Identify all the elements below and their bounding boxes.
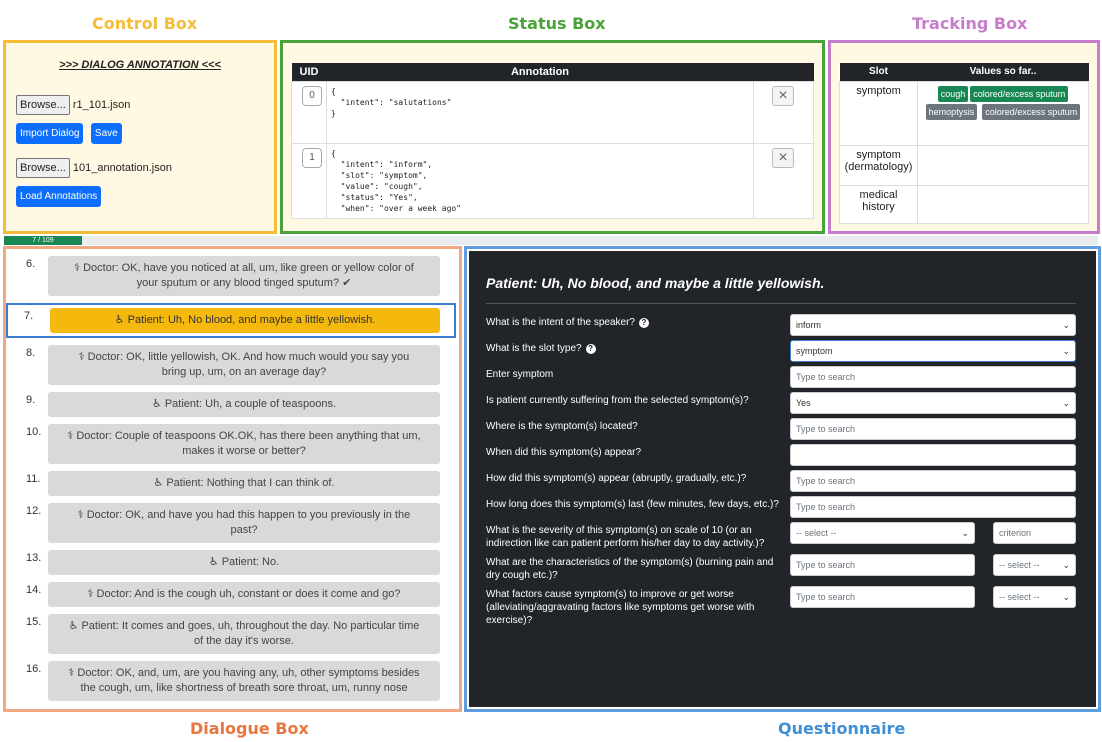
question-row xyxy=(486,554,1076,582)
question-label xyxy=(486,586,790,627)
annotation-header: Annotation xyxy=(327,63,754,81)
turn-number: 13. xyxy=(26,552,42,564)
question-row xyxy=(486,444,1076,466)
tracking-box-label: Tracking Box xyxy=(912,14,1028,33)
question-row xyxy=(486,522,1076,550)
value-tag: colored/excess sputum xyxy=(982,104,1080,120)
patient-utterance[interactable] xyxy=(48,614,440,654)
question-row xyxy=(486,586,1076,627)
question-row xyxy=(486,366,1076,388)
chevron-down-icon: ⌄ xyxy=(1062,592,1070,602)
text-input[interactable] xyxy=(790,586,975,608)
question-text: What is the intent of the speaker? xyxy=(486,317,635,328)
annotation-text[interactable]: { "intent": "salutations" } xyxy=(331,86,452,118)
progress-fill: 7 / 109 xyxy=(4,236,82,245)
field-placeholder: Type to search xyxy=(796,560,856,570)
utterance-text: Doctor: And is the cough uh, constant or does it come and go? xyxy=(96,588,401,600)
question-label xyxy=(486,470,790,485)
question-label xyxy=(486,496,790,511)
annotation-file-name: 101_annotation.json xyxy=(72,162,172,174)
dialogue-turn[interactable] xyxy=(6,424,459,464)
text-input[interactable] xyxy=(790,470,1076,492)
values-header: Values so far.. xyxy=(918,63,1089,81)
table-row xyxy=(292,81,814,143)
utterance-text: Doctor: OK, and, um, are you having any, uh, other symptoms besides the cough, um, like shortness of breath sore throat, um, runny nose xyxy=(77,667,420,694)
turn-number: 14. xyxy=(26,584,42,596)
field-placeholder: Type to search xyxy=(796,592,856,602)
question-row xyxy=(486,496,1076,518)
select-dropdown[interactable] xyxy=(790,522,975,544)
save-button[interactable]: Save xyxy=(91,123,122,144)
text-input[interactable] xyxy=(790,554,975,576)
control-box-label: Control Box xyxy=(92,14,198,33)
field-placeholder: Type to search xyxy=(796,424,856,434)
turn-number: 15. xyxy=(26,616,42,628)
turn-number: 8. xyxy=(26,347,36,359)
dialogue-box-label: Dialogue Box xyxy=(190,719,309,738)
question-label xyxy=(486,366,790,381)
turn-number: 7. xyxy=(24,310,34,322)
field-placeholder: criterion xyxy=(999,528,1032,538)
patient-utterance[interactable] xyxy=(48,550,440,575)
table-row xyxy=(840,145,1089,185)
doctor-icon: ⚕ xyxy=(78,351,85,363)
chevron-down-icon: ⌄ xyxy=(961,528,969,538)
question-text: Where is the symptom(s) located? xyxy=(486,421,638,432)
select-dropdown[interactable] xyxy=(790,314,1076,336)
uid-field[interactable]: 1 xyxy=(302,148,322,168)
value-tag: cough xyxy=(938,86,969,102)
slot-name: medical history xyxy=(840,185,918,223)
status-box-label: Status Box xyxy=(508,14,606,33)
question-label xyxy=(486,392,790,407)
current-utterance-title: Patient: Uh, No blood, and maybe a little yellowish. xyxy=(486,275,825,291)
doctor-utterance[interactable] xyxy=(48,424,440,464)
browse-dialog-button[interactable]: Browse... xyxy=(16,95,70,115)
patient-icon: ♿ xyxy=(153,477,164,489)
doctor-icon: ⚕ xyxy=(87,588,94,600)
dialogue-turn[interactable] xyxy=(6,661,459,701)
action-header xyxy=(754,63,814,81)
question-text: How long does this symptom(s) last (few minutes, few days, etc.)? xyxy=(486,499,779,510)
dialogue-turn[interactable] xyxy=(6,303,456,338)
doctor-utterance[interactable] xyxy=(48,582,440,607)
question-label xyxy=(486,314,790,329)
slot-name: symptom (dermatology) xyxy=(840,145,918,185)
dialogue-turn[interactable] xyxy=(6,582,459,607)
patient-utterance[interactable] xyxy=(50,308,440,333)
question-text: What factors cause symptom(s) to improve or get worse (alleviating/aggravating factors like symptoms get worse with exercise)? xyxy=(486,589,755,626)
field-placeholder: -- select -- xyxy=(796,528,837,538)
doctor-icon: ⚕ xyxy=(68,667,75,679)
turn-number: 11. xyxy=(26,473,41,485)
field-value: Yes xyxy=(796,398,811,408)
patient-utterance[interactable] xyxy=(48,471,440,496)
dialogue-turn[interactable] xyxy=(6,256,459,296)
select-dropdown[interactable] xyxy=(790,340,1076,362)
questionnaire-box xyxy=(464,246,1101,712)
turn-number: 6. xyxy=(26,258,36,270)
table-row xyxy=(840,185,1089,223)
utterance-text: Patient: Nothing that I can think of. xyxy=(166,477,335,489)
text-input[interactable] xyxy=(790,366,1076,388)
annotation-table xyxy=(291,63,814,219)
question-row xyxy=(486,392,1076,414)
dialogue-turn[interactable] xyxy=(6,503,459,543)
chevron-down-icon: ⌄ xyxy=(1062,398,1070,408)
utterance-text: Doctor: OK, have you noticed at all, um, like green or yellow color of your sputum or any blood tinged sputum? ✔ xyxy=(83,262,414,289)
question-text: When did this symptom(s) appear? xyxy=(486,447,642,458)
patient-icon: ♿ xyxy=(114,314,125,326)
question-text: Is patient currently suffering from the selected symptom(s)? xyxy=(486,395,749,406)
question-label xyxy=(486,444,790,459)
utterance-text: Patient: Uh, No blood, and maybe a little yellowish. xyxy=(127,314,376,326)
text-input[interactable] xyxy=(790,496,1076,518)
turn-number: 10. xyxy=(26,426,42,438)
doctor-utterance[interactable] xyxy=(48,661,440,701)
doctor-utterance[interactable] xyxy=(48,345,440,385)
divider xyxy=(486,303,1076,304)
doctor-icon: ⚕ xyxy=(77,509,84,521)
slot-name: symptom xyxy=(840,81,918,145)
doctor-icon: ⚕ xyxy=(67,430,74,442)
question-label xyxy=(486,554,790,582)
select-dropdown[interactable] xyxy=(993,554,1076,576)
utterance-text: Patient: No. xyxy=(221,556,280,568)
question-text: What is the severity of this symptom(s) on scale of 10 (or an indirection like can patient perform his/her day to day activity.)? xyxy=(486,525,765,549)
delete-icon[interactable]: × xyxy=(772,148,794,168)
help-icon[interactable]: ? xyxy=(586,344,596,354)
doctor-utterance[interactable] xyxy=(48,503,440,543)
slot-header: Slot xyxy=(840,63,918,81)
dialogue-turn[interactable] xyxy=(6,345,459,385)
turn-number: 12. xyxy=(26,505,42,517)
field-placeholder: -- select -- xyxy=(999,560,1040,570)
annotation-text[interactable]: { "intent": "inform", "slot": "symptom", "value": "cough", "status": "Yes", "when": "over a week ago" xyxy=(331,148,462,213)
patient-utterance[interactable] xyxy=(48,392,440,417)
chevron-down-icon: ⌄ xyxy=(1062,560,1070,570)
question-text: Enter symptom xyxy=(486,369,554,380)
status-box xyxy=(280,40,825,234)
patient-icon: ♿ xyxy=(208,556,219,568)
tracking-box xyxy=(828,40,1100,234)
patient-icon: ♿ xyxy=(151,398,162,410)
slot-tracking-table xyxy=(839,63,1089,224)
text-input[interactable] xyxy=(993,522,1076,544)
turn-number: 16. xyxy=(26,663,42,675)
dialog-file-name: r1_101.json xyxy=(72,99,131,111)
question-row xyxy=(486,470,1076,492)
dialogue-turn[interactable] xyxy=(6,614,459,654)
utterance-text: Patient: It comes and goes, uh, throughout the day. No particular time of the day it's worse. xyxy=(81,620,420,647)
question-label xyxy=(486,418,790,433)
delete-icon[interactable]: × xyxy=(772,86,794,106)
utterance-text: Doctor: OK, little yellowish, OK. And how much would you say you bring up, um, on an average day? xyxy=(87,351,410,378)
questionnaire-label: Questionnaire xyxy=(778,719,906,738)
utterance-text: Patient: Uh, a couple of teaspoons. xyxy=(164,398,337,410)
text-input[interactable] xyxy=(790,444,1076,466)
text-input[interactable] xyxy=(790,418,1076,440)
field-placeholder: -- select -- xyxy=(999,592,1040,602)
utterance-text: Doctor: OK, and have you had this happen to you previously in the past? xyxy=(86,509,411,536)
chevron-down-icon: ⌄ xyxy=(1062,346,1070,356)
patient-icon: ♿ xyxy=(68,620,79,632)
question-row xyxy=(486,418,1076,440)
dialog-annotation-title: >>> DIALOG ANNOTATION <<< xyxy=(59,59,221,71)
dialogue-turn[interactable] xyxy=(6,471,459,496)
doctor-utterance[interactable] xyxy=(48,256,440,296)
uid-field[interactable]: 0 xyxy=(302,86,322,106)
field-placeholder: Type to search xyxy=(796,476,856,486)
field-value: symptom xyxy=(796,346,833,356)
question-row xyxy=(486,314,1076,336)
question-row xyxy=(486,340,1076,362)
question-text: What are the characteristics of the symptom(s) (burning pain and dry cough etc.)? xyxy=(486,557,774,581)
question-label xyxy=(486,340,790,355)
import-dialog-button[interactable]: Import Dialog xyxy=(16,123,83,144)
select-dropdown[interactable] xyxy=(790,392,1076,414)
turn-number: 9. xyxy=(26,394,36,406)
dialogue-box xyxy=(3,246,462,712)
table-row xyxy=(292,143,814,218)
value-tag: colored/excess sputum xyxy=(970,86,1068,102)
question-label xyxy=(486,522,790,550)
uid-header: UID xyxy=(292,63,327,81)
question-text: What is the slot type? xyxy=(486,343,582,354)
progress-bar xyxy=(4,236,1098,245)
chevron-down-icon: ⌄ xyxy=(1062,320,1070,330)
help-icon[interactable]: ? xyxy=(639,318,649,328)
field-value: inform xyxy=(796,320,822,330)
select-dropdown[interactable] xyxy=(993,586,1076,608)
load-annotations-button[interactable]: Load Annotations xyxy=(16,186,101,207)
value-tag: hemoptysis xyxy=(926,104,978,120)
question-text: How did this symptom(s) appear (abruptly, gradually, etc.)? xyxy=(486,473,747,484)
dialogue-turn[interactable] xyxy=(6,392,459,417)
doctor-icon: ⚕ xyxy=(74,262,81,274)
field-placeholder: Type to search xyxy=(796,372,856,382)
dialogue-turn[interactable] xyxy=(6,550,459,575)
browse-annotation-button[interactable]: Browse... xyxy=(16,158,70,178)
utterance-text: Doctor: Couple of teaspoons OK.OK, has there been anything that um, makes it worse or better? xyxy=(76,430,421,457)
table-row xyxy=(840,81,1089,145)
control-box xyxy=(3,40,277,234)
field-placeholder: Type to search xyxy=(796,502,856,512)
